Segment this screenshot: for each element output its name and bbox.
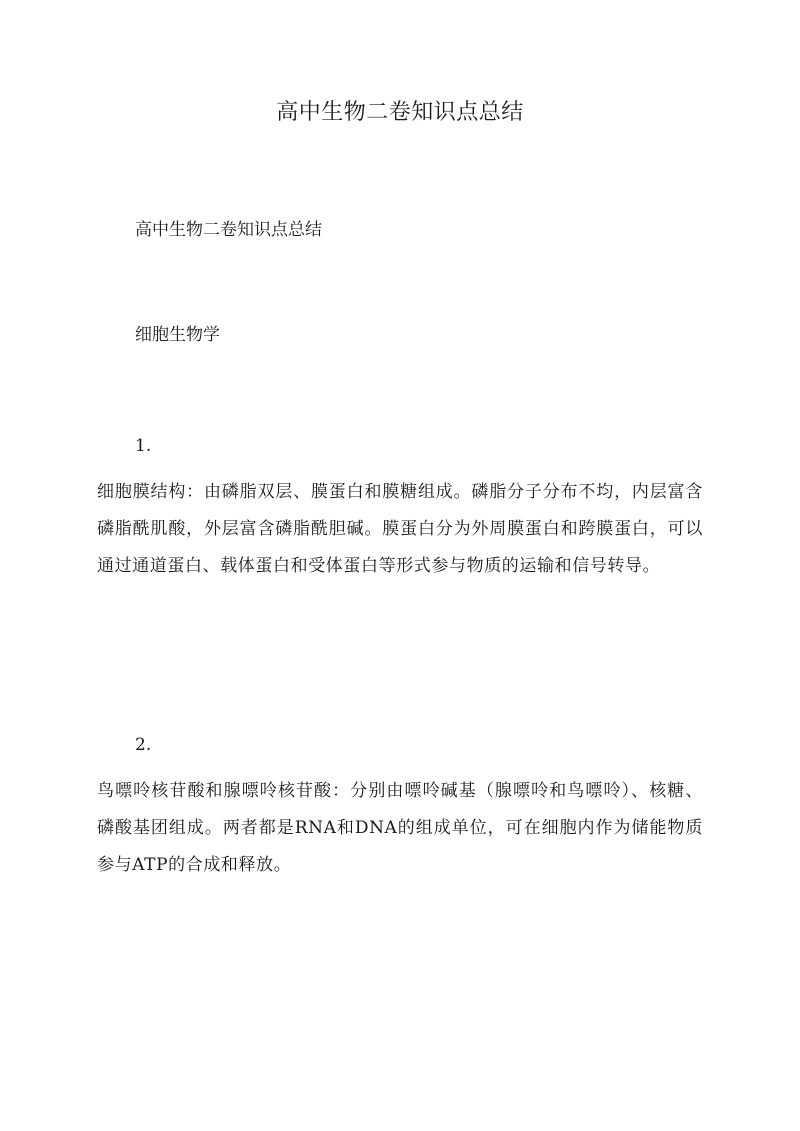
item-number: 1. [135,436,152,456]
item-number: 2. [135,735,152,755]
item-paragraph: 鸟嘌呤核苷酸和腺嘌呤核苷酸：分别由嘌呤碱基（腺嘌呤和鸟嘌呤）、核糖、磷酸基团组成。两者都是RNA和DNA的组成单位，可在细胞内作为储能物质参与ATP的合成和释放。 [97,781,703,875]
document-title: 高中生物二卷知识点总结 [276,100,524,125]
item-paragraph: 细胞膜结构：由磷脂双层、膜蛋白和膜糖组成。磷脂分子分布不均，内层富含磷脂酰肌酸，外层富含磷脂酰胆碱。膜蛋白分为外周膜蛋白和跨膜蛋白，可以通过通道蛋白、载体蛋白和受体蛋白等形式参与物质的运输和信号转导。 [97,482,703,576]
document-subtitle: 高中生物二卷知识点总结 [135,220,322,240]
section-heading: 细胞生物学 [135,325,220,345]
